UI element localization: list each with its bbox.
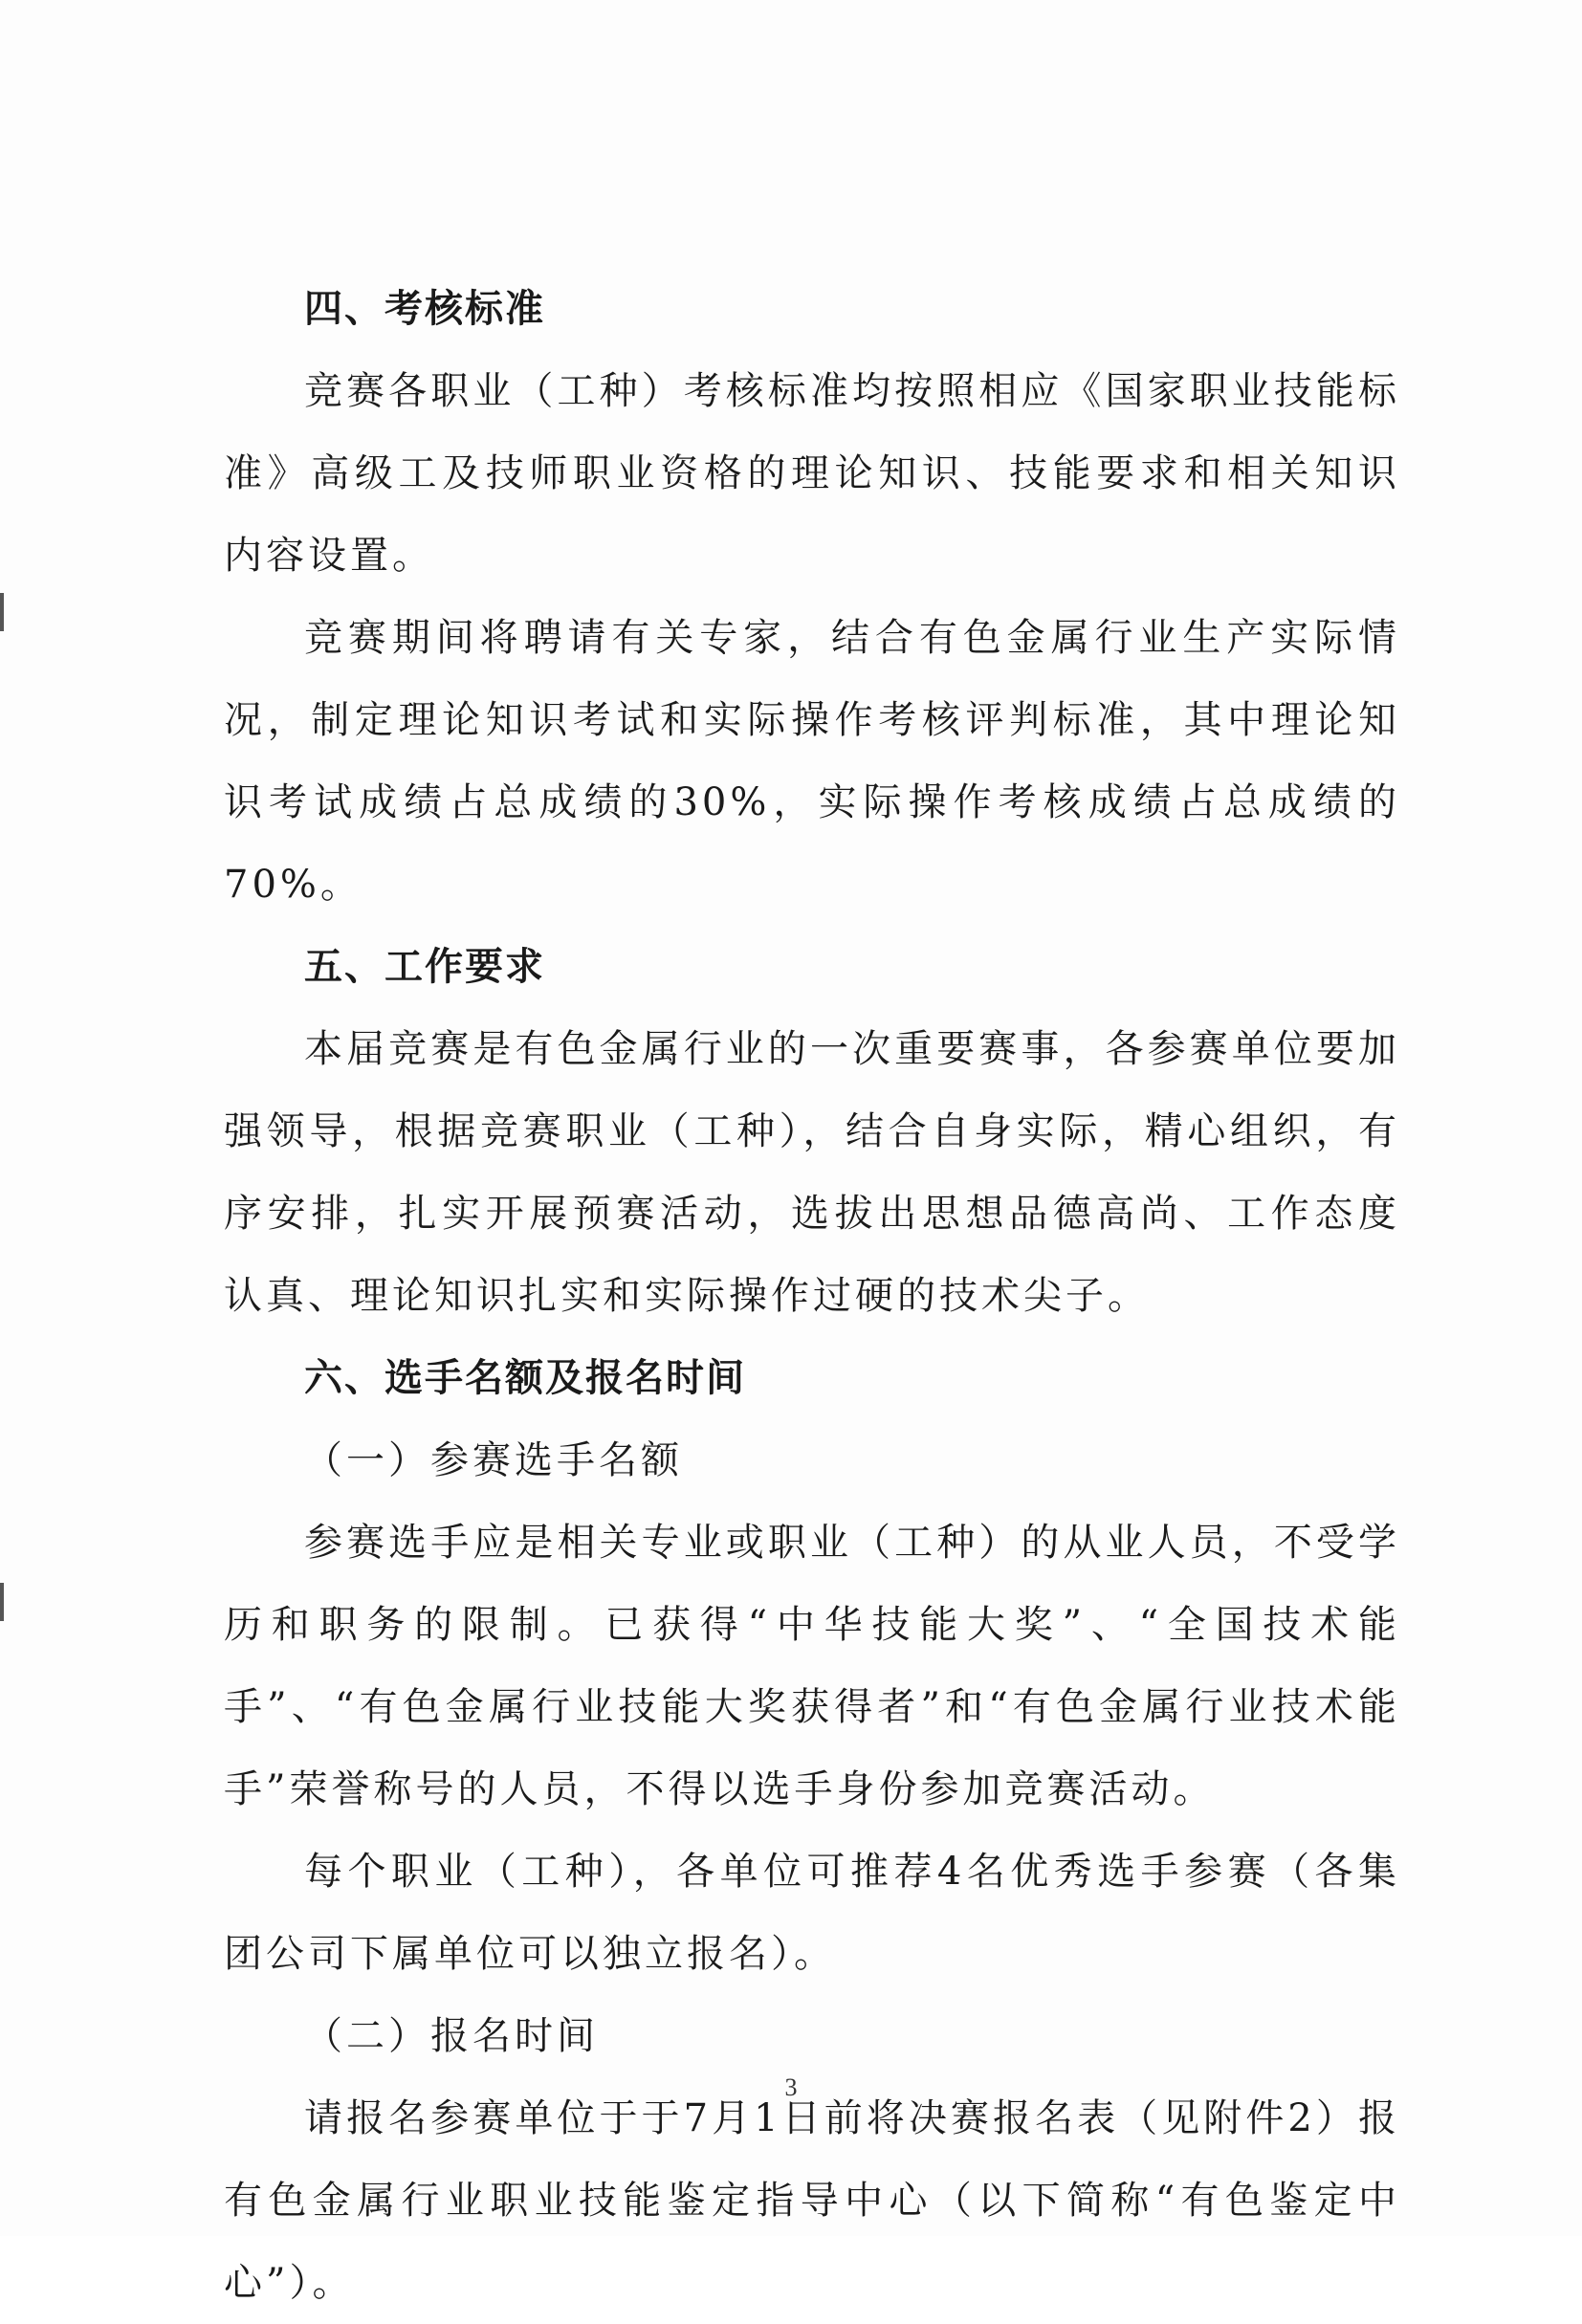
paragraph: 参赛选手应是相关专业或职业（工种）的从业人员，不受学历和职务的限制。已获得“中华技能大奖”、“全国技术能手”、“有色金属行业技能大奖获得者”和“有色金属行业技术能手”荣誉称号的人员，不得以选手身份参加竞赛活动。: [224, 1521, 1400, 1811]
section-heading-6: 六、选手名额及报名时间: [304, 1356, 746, 1400]
document-body: [224, 268, 1400, 2324]
page-number: 3: [784, 2073, 798, 2101]
subsection-heading-1: （一）参赛选手名额: [304, 1438, 683, 1482]
section-heading-5: 五、工作要求: [304, 945, 545, 989]
paragraph: 请报名参赛单位于于7月1日前将决赛报名表（见附件2）报有色金属行业职业技能鉴定指导中心（以下简称“有色鉴定中心”）。: [224, 2096, 1400, 2305]
paragraph: 竞赛期间将聘请有关专家，结合有色金属行业生产实际情况，制定理论知识考试和实际操作考核评判标准，其中理论知识考试成绩占总成绩的30%，实际操作考核成绩占总成绩的70%。: [224, 616, 1400, 907]
scan-edge-mark: [0, 593, 4, 631]
section-heading-4: 四、考核标准: [304, 287, 545, 331]
subsection-heading-2: （二）报名时间: [304, 2014, 599, 2058]
scan-edge-mark: [0, 1583, 4, 1621]
paragraph: 本届竞赛是有色金属行业的一次重要赛事，各参赛单位要加强领导，根据竞赛职业（工种），结合自身实际，精心组织，有序安排，扎实开展预赛活动，选拔出思想品德高尚、工作态度认真、理论知识扎实和实际操作过硬的技术尖子。: [224, 1027, 1400, 1318]
paragraph: 竞赛各职业（工种）考核标准均按照相应《国家职业技能标准》高级工及技师职业资格的理论知识、技能要求和相关知识内容设置。: [224, 369, 1400, 578]
paragraph: 每个职业（工种），各单位可推荐4名优秀选手参赛（各集团公司下属单位可以独立报名）。: [224, 1850, 1400, 1976]
